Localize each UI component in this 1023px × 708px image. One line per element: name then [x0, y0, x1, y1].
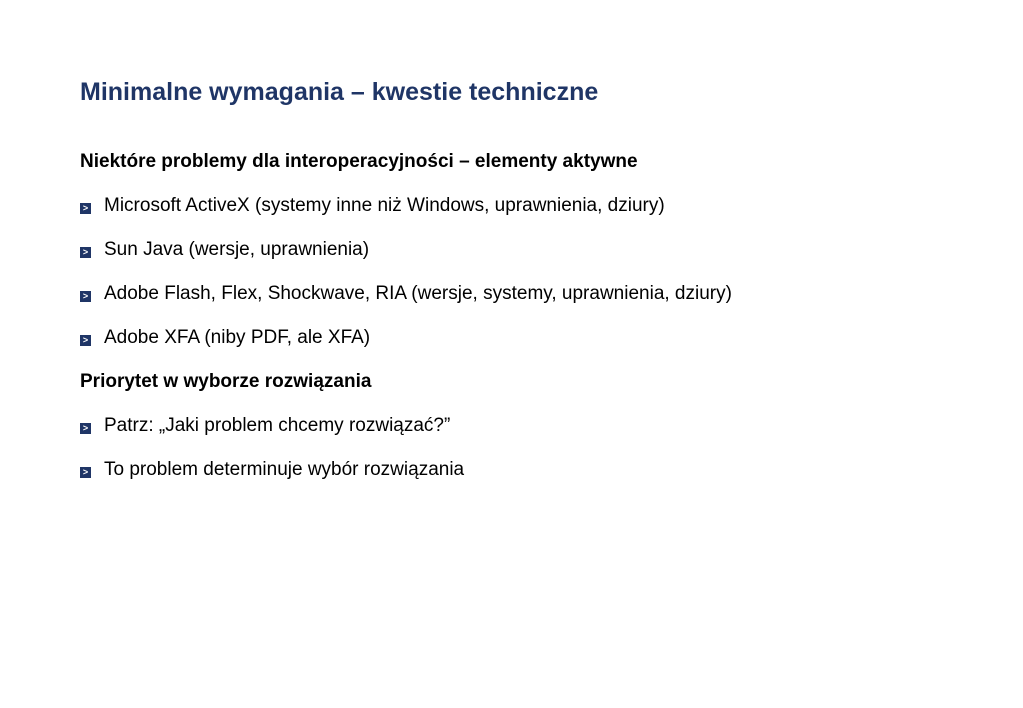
list-item-text: To problem determinuje wybór rozwiązania — [104, 459, 465, 480]
list-item — [80, 322, 980, 354]
list-item-text: Adobe XFA (niby PDF, ale XFA) — [104, 327, 371, 348]
list-item-text: Microsoft ActiveX (systemy inne niż Windows, uprawnienia, dziury) — [104, 195, 665, 216]
bullet-arrow-icon: > — [80, 247, 91, 258]
bullet-arrow-icon: > — [80, 335, 91, 346]
bullet-arrow-icon: > — [80, 203, 91, 214]
list-item-text: Patrz: „Jaki problem chcemy rozwiązać?” — [104, 415, 451, 436]
slide-content — [80, 146, 980, 498]
list-item — [80, 278, 980, 310]
bullet-arrow-icon: > — [80, 423, 91, 434]
list-item-text: Sun Java (wersje, uprawnienia) — [104, 239, 370, 260]
list-item — [80, 190, 980, 222]
bullet-list — [80, 410, 980, 486]
bullet-arrow-icon: > — [80, 467, 91, 478]
list-item — [80, 454, 980, 486]
list-item-text: Adobe Flash, Flex, Shockwave, RIA (wersje, systemy, uprawnienia, dziury) — [104, 283, 732, 304]
slide-title: Minimalne wymagania – kwestie techniczne — [80, 78, 599, 106]
bullet-list — [80, 190, 980, 354]
list-item — [80, 234, 980, 266]
section-heading: Priorytet w wyborze rozwiązania — [80, 371, 372, 392]
list-item — [80, 410, 980, 442]
section-heading: Niektóre problemy dla interoperacyjności – elementy aktywne — [80, 151, 638, 172]
bullet-arrow-icon: > — [80, 291, 91, 302]
